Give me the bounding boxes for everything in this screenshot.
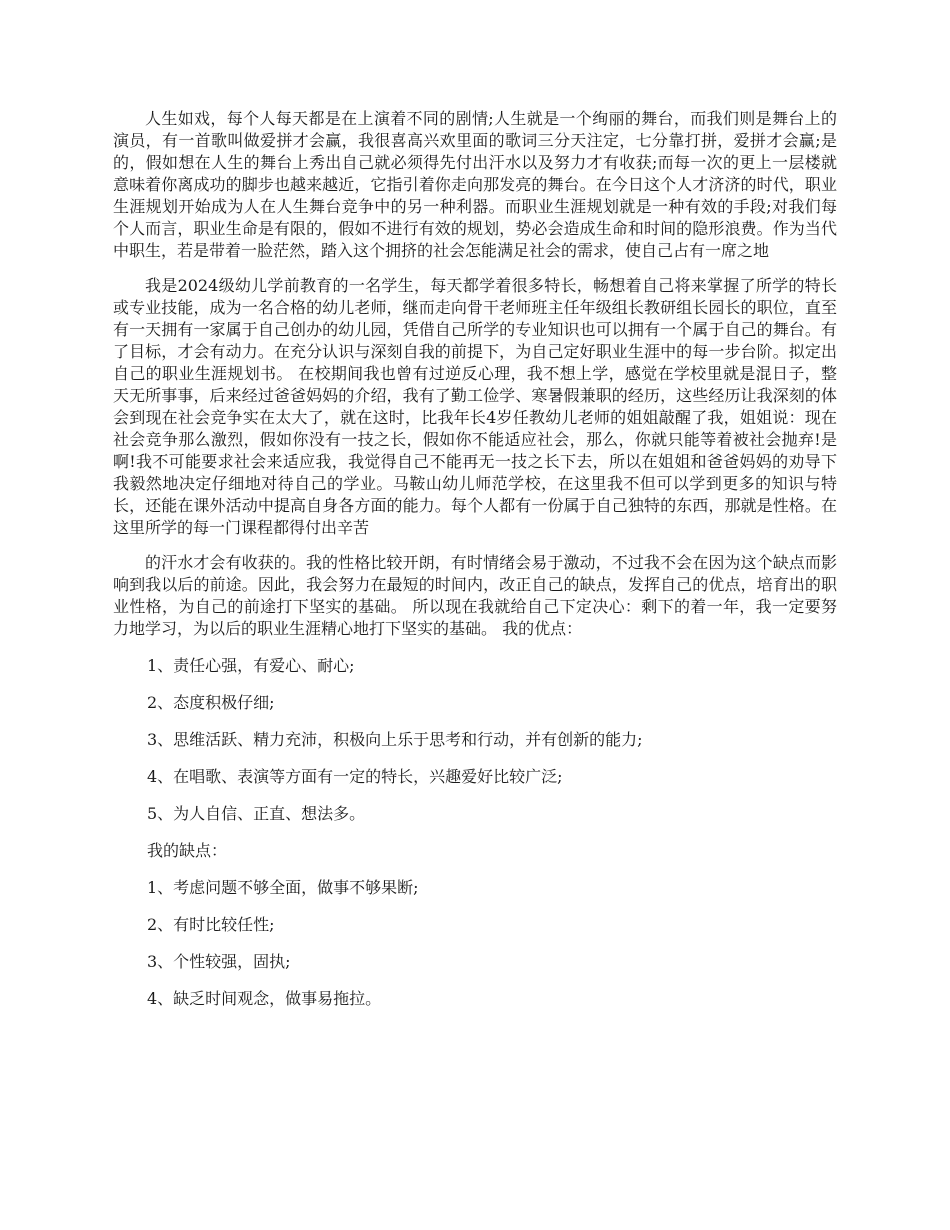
list-item: 4、缺乏时间观念，做事易拖拉。 bbox=[147, 989, 382, 1008]
document-page bbox=[113, 108, 837, 1010]
weaknesses-heading: 我的缺点： bbox=[147, 841, 228, 860]
list-item: 2、有时比较任性; bbox=[147, 915, 275, 934]
list-item: 2、态度积极仔细; bbox=[147, 693, 275, 712]
list-item: 3、个性较强，固执; bbox=[147, 952, 291, 971]
list-item: 1、考虑问题不够全面，做事不够果断; bbox=[147, 878, 419, 897]
paragraph-personality: 的汗水才会有收获的。我的性格比较开朗，有时情绪会易于激动，不过我不会在因为这个缺点而影响到我以后的前途。因此，我会努力在最短的时间内，改正自己的缺点，发挥自己的优点，培育出的职业性格，为自己的前途打下坚实的基础。 所以现在我就给自己下定决心：剩下的着一年，我一定要努力地学习，为以后的职业生涯精心地打下坚实的基础。 我的优点： bbox=[113, 553, 837, 638]
list-item: 3、思维活跃、精力充沛，积极向上乐于思考和行动，并有创新的能力; bbox=[147, 730, 643, 749]
list-item: 1、责任心强，有爱心、耐心; bbox=[147, 656, 355, 675]
paragraph-background: 我是2024级幼儿学前教育的一名学生，每天都学着很多特长，畅想着自己将来掌握了所学的特长或专业技能，成为一名合格的幼儿老师，继而走向骨干老师班主任年级组长教研组长园长的职位，直至有一天拥有一家属于自己创办的幼儿园，凭借自己所学的专业知识也可以拥有一个属于自己的舞台。有了目标，才会有动力。在充分认识与深刻自我的前提下，为自己定好职业生涯中的每一步台阶。拟定出自己的职业生涯规划书。 在校期间我也曾有过逆反心理，我不想上学，感觉在学校里就是混日子，整天无所事事，后来经过爸爸妈妈的介绍，我有了勤工俭学、寒暑假兼职的经历，这些经历让我深刻的体会到现在社会竞争实在太大了，就在这时，比我年长4岁任教幼儿老师的姐姐敲醒了我，姐姐说：现在社会竞争那么激烈，假如你没有一技之长，假如你不能适应社会，那么，你就只能等着被社会抛弃!是啊!我不可能要求社会来适应我，我觉得自己不能再无一技之长下去，所以在姐姐和爸爸妈妈的劝导下我毅然地决定仔细地对待自己的学业。马鞍山幼儿师范学校，在这里我不但可以学到更多的知识与特长，还能在课外活动中提高自身各方面的能力。每个人都有一份属于自己独特的东西，那就是性格。在这里所学的每一门课程都得付出辛苦 bbox=[113, 276, 837, 537]
strengths-list bbox=[113, 655, 837, 825]
paragraph-intro: 人生如戏，每个人每天都是在上演着不同的剧情;人生就是一个绚丽的舞台，而我们则是舞台上的演员，有一首歌叫做爱拼才会赢，我很喜高兴欢里面的歌词三分天注定，七分靠打拼，爱拼才会赢;是的，假如想在人生的舞台上秀出自己就必须得先付出汗水以及努力才有收获;而每一次的更上一层楼就意味着你离成功的脚步也越来越近，它指引着你走向那发亮的舞台。在今日这个人才济济的时代，职业生涯规划开始成为人在人生舞台竞争中的另一种利器。而职业生涯规划就是一种有效的手段;对我们每个人而言，职业生命是有限的，假如不进行有效的规划，势必会造成生命和时间的隐形浪费。作为当代中职生，若是带着一脸茫然，踏入这个拥挤的社会怎能满足社会的需求，使自己占有一席之地 bbox=[113, 109, 837, 260]
weaknesses-list bbox=[113, 877, 837, 1010]
list-item: 4、在唱歌、表演等方面有一定的特长，兴趣爱好比较广泛; bbox=[147, 767, 563, 786]
list-item: 5、为人自信、正直、想法多。 bbox=[147, 804, 366, 823]
